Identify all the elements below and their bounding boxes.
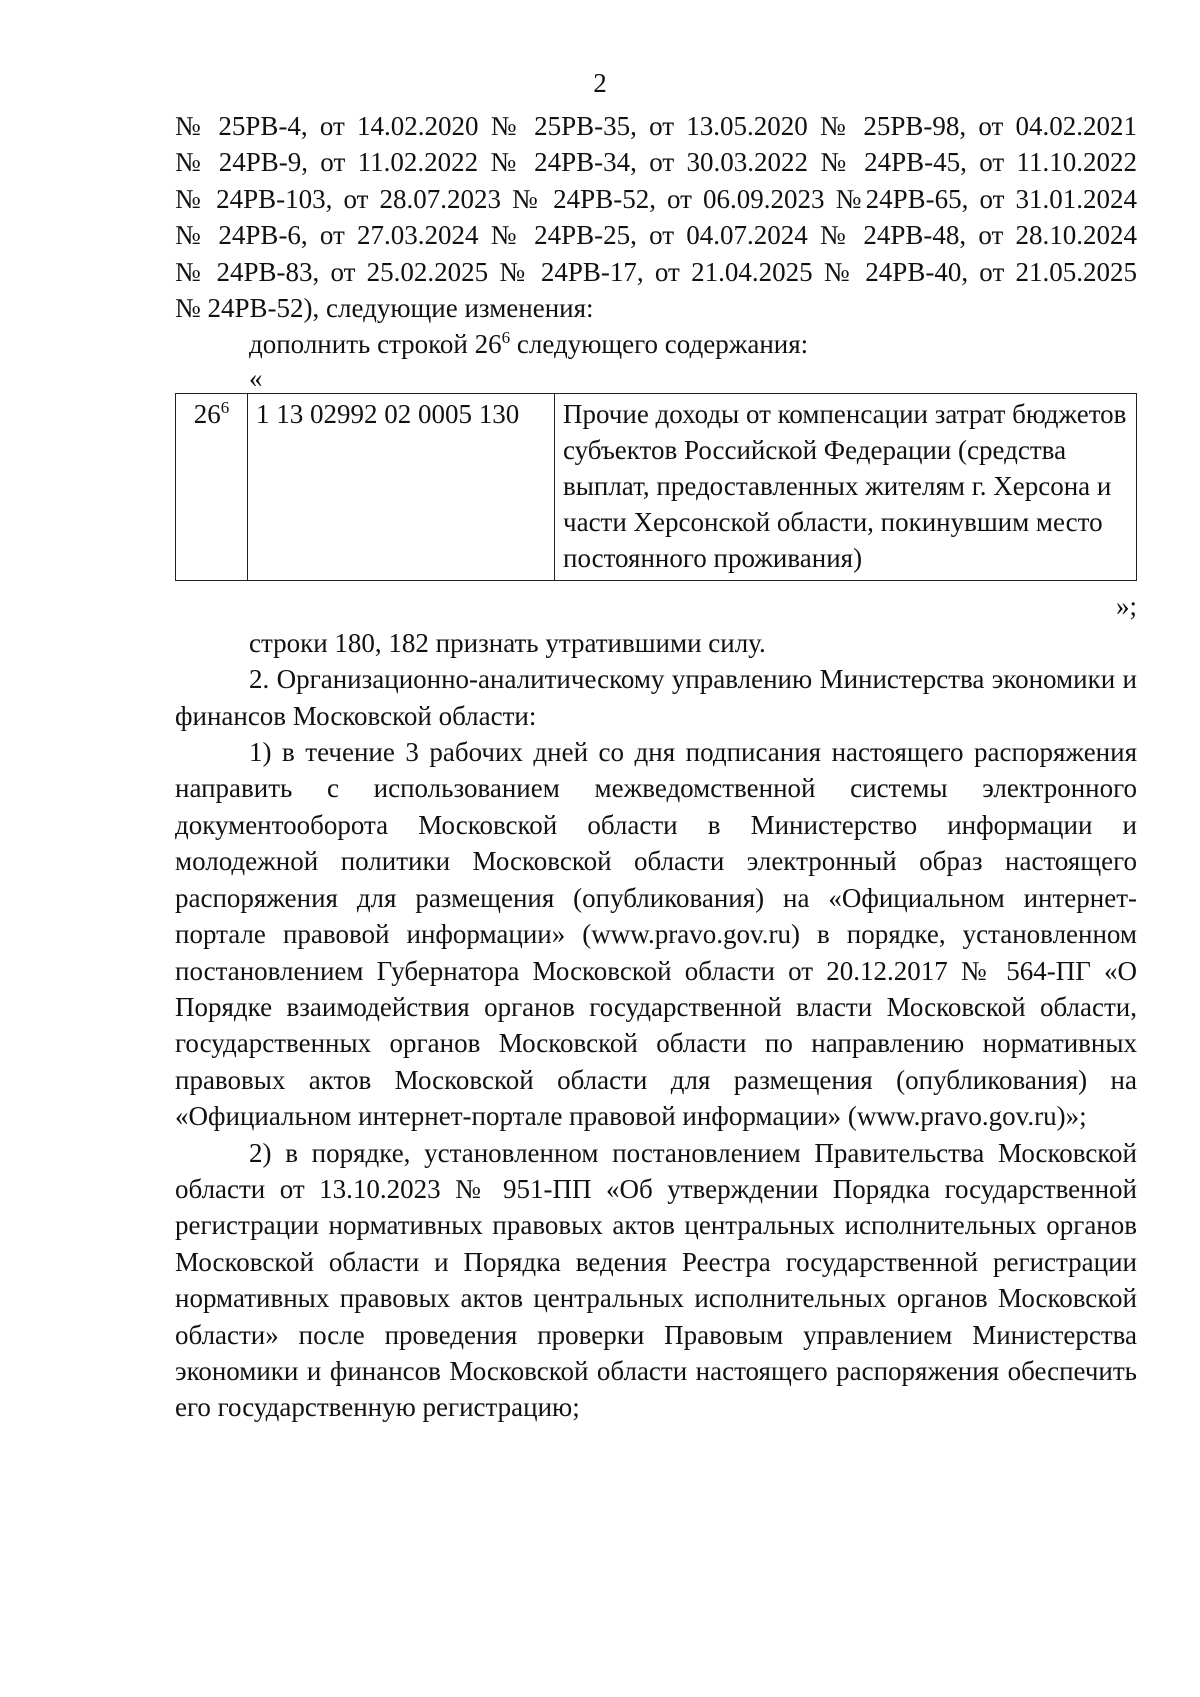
- intro-line: № 24РВ-103, от 28.07.2023 № 24РВ-52, от 06.09.2023 №24РВ-65, от 31.01.2024: [175, 183, 1137, 214]
- row-number-cell: [176, 393, 248, 580]
- supplement-text-after: следующего содержания:: [510, 329, 809, 360]
- supplement-superscript: 6: [501, 328, 511, 348]
- subitem-2-paragraph: 2) в порядке, установленном постановлением Правительства Московской области от 13.10.2023 № 951-ПП «Об утверждении Порядка государственной регистрации нормативных правовых актов центральных исполнительных органов Московской области и Порядка ведения Реестра государственной регистрации нормативных правовых актов центральных исполнительных органов Московской области» после проведения проверки Правовым управлением Министерства экономики и финансов Московской области настоящего распоряжения обеспечить его государственную регистрацию;: [175, 1137, 1137, 1423]
- row-number: 26: [193, 398, 221, 429]
- item-2-paragraph: 2. Организационно-аналитическому управлению Министерства экономики и финансов Московской области:: [175, 664, 1137, 731]
- opening-quote: «: [249, 362, 263, 393]
- supplement-instruction: [175, 326, 1137, 362]
- page-number: 2: [593, 68, 607, 98]
- row-number-superscript: 6: [220, 397, 230, 417]
- intro-line: № 24РВ-83, от 25.02.2025 № 24РВ-17, от 21.04.2025 № 24РВ-40, от 21.05.2025: [175, 256, 1137, 287]
- document-body: [175, 108, 1137, 1426]
- description-cell: Прочие доходы от компенсации затрат бюджетов субъектов Российской Федерации (средства выплат, предоставленных жителям г. Херсона и части Херсонской области, покинувшим место постоянного проживания): [555, 393, 1137, 580]
- intro-line: № 24РВ-6, от 27.03.2024 № 24РВ-25, от 04.07.2024 № 24РВ-48, от 28.10.2024: [175, 220, 1137, 251]
- table-row: [176, 393, 1137, 580]
- closing-quote: »;: [1115, 590, 1137, 621]
- intro-line: № 25РВ-4, от 14.02.2020 № 25РВ-35, от 13.05.2020 № 25РВ-98, от 04.02.2021: [175, 111, 1137, 141]
- inserted-row-table: [175, 393, 1137, 581]
- intro-line: № 24РВ-9, от 11.02.2022 № 24РВ-34, от 30.03.2022 № 24РВ-45, от 11.10.2022: [175, 147, 1137, 178]
- subitem-1-paragraph: 1) в течение 3 рабочих дней со дня подписания настоящего распоряжения направить с использованием межведомственной системы электронного документооборота Московской области в Министерство информации и молодежной политики Московской области электронный образ настоящего распоряжения для размещения (опубликования) на «Официальном интернет-портале правовой информации» (www.pravo.gov.ru) в порядке, установленном постановлением Губернатора Московской области от 20.12.2017 № 564-ПГ «О Порядке взаимодействия органов государственной власти Московской области, государственных органов Московской области по направлению нормативных правовых актов Московской области для размещения (опубликования) на «Официальном интернет-портале правовой информации» (www.pravo.gov.ru)»;: [175, 737, 1137, 1132]
- intro-paragraph: [175, 108, 1137, 326]
- intro-line: № 24РВ-52), следующие изменения:: [175, 293, 594, 324]
- supplement-text-before: дополнить строкой 26: [249, 329, 502, 360]
- lines-invalid-paragraph: строки 180, 182 признать утратившими силу.: [249, 627, 766, 658]
- budget-code-cell: 1 13 02992 02 0005 130: [248, 393, 555, 580]
